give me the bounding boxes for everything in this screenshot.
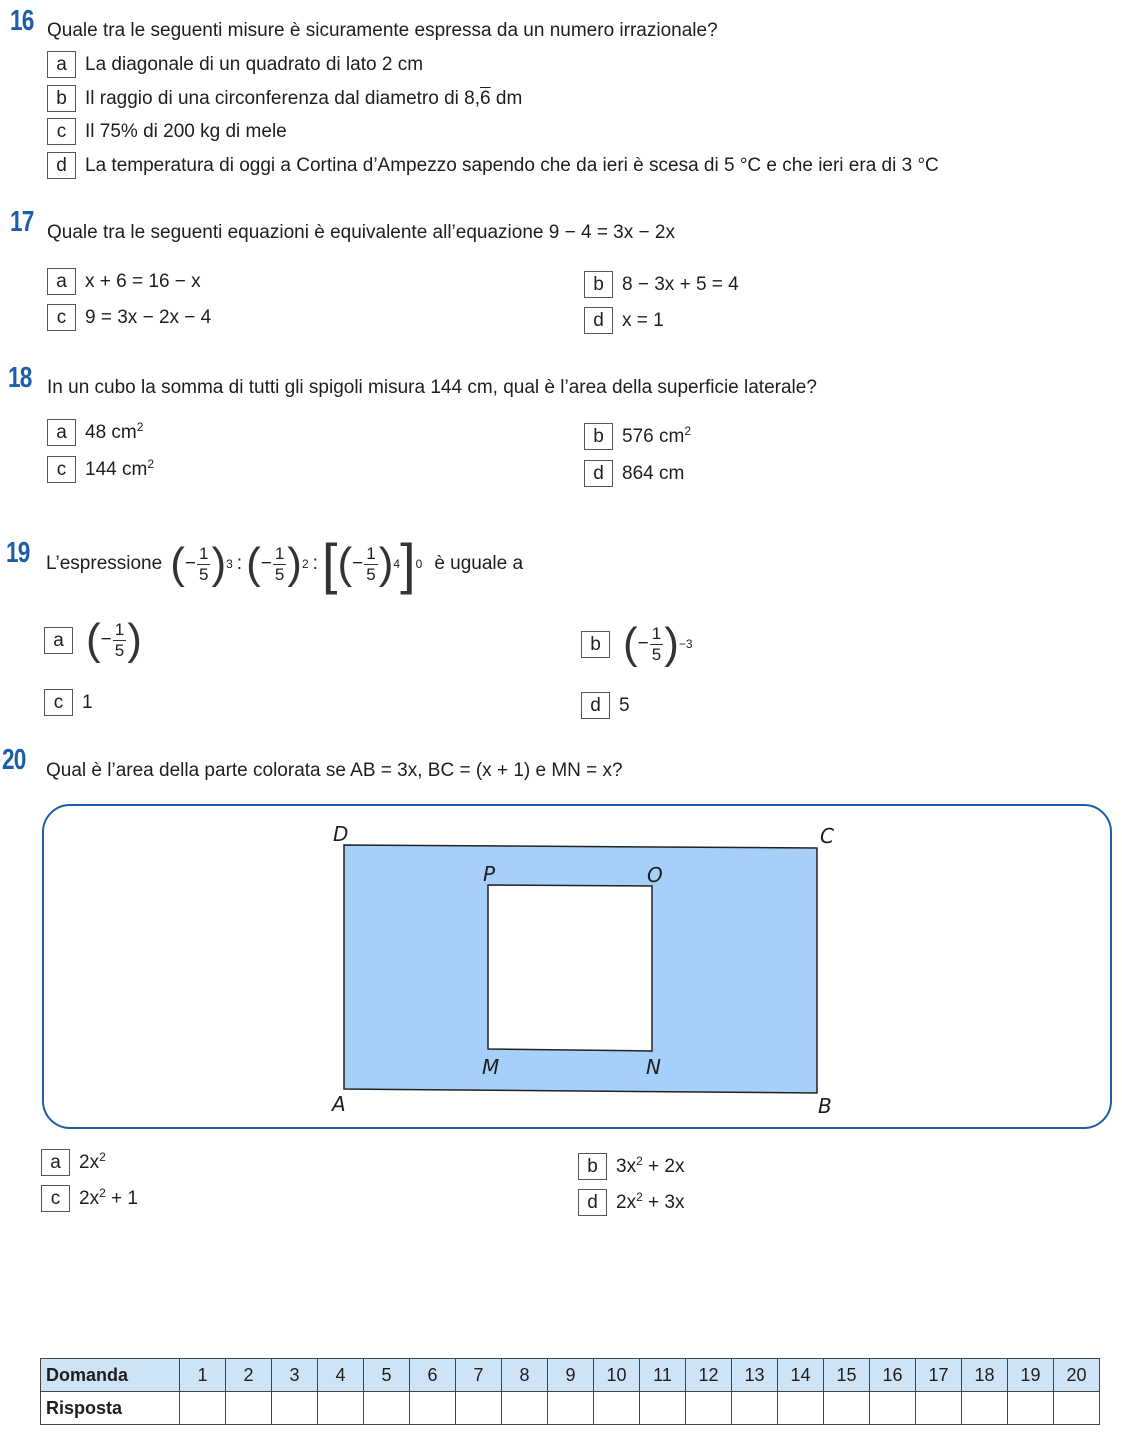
option-text: x + 6 = 16 − x	[85, 270, 201, 292]
row-label-domanda: Domanda	[41, 1359, 180, 1392]
option-text: 8 − 3x + 5 = 4	[622, 273, 739, 295]
question-number-cell: 11	[640, 1359, 686, 1392]
question-number-cell: 10	[594, 1359, 640, 1392]
option-letter: b	[584, 423, 613, 450]
option-text: $2x^2$	[79, 1149, 106, 1173]
option-20-a[interactable]	[41, 1149, 106, 1176]
answer-cell[interactable]	[916, 1392, 962, 1425]
label-m: M	[482, 1055, 500, 1079]
answer-cell[interactable]	[502, 1392, 548, 1425]
answer-table-header-row	[41, 1359, 1100, 1392]
option-letter: c	[44, 689, 73, 716]
option-text: Il 75% di 200 kg di mele	[85, 120, 287, 142]
label-c: C	[820, 824, 834, 848]
answer-cell[interactable]	[180, 1392, 226, 1425]
option-letter: c	[47, 304, 76, 331]
answer-cell[interactable]	[640, 1392, 686, 1425]
option-letter: d	[581, 692, 610, 719]
expression-outro: è uguale a	[434, 553, 524, 574]
expression: ( − $\frac{1}{5}$ ) 3 : ( − $\frac{1}{5}$ ) 2 : [ ( − $\frac{1}{5}$ ) 4 ] 0	[170, 532, 423, 595]
option-letter: b	[584, 271, 613, 298]
question-number-cell: 6	[410, 1359, 456, 1392]
label-p: P	[483, 862, 496, 886]
option-letter: b	[578, 1153, 607, 1180]
answer-cell[interactable]	[1008, 1392, 1054, 1425]
question-number-18: 18	[8, 362, 32, 394]
answer-cell[interactable]	[272, 1392, 318, 1425]
question-number-cell: 7	[456, 1359, 502, 1392]
question-number-cell: 12	[686, 1359, 732, 1392]
option-text: 48 $cm^2$	[85, 419, 144, 443]
label-b: B	[818, 1094, 832, 1118]
answer-cell[interactable]	[870, 1392, 916, 1425]
question-number-cell: 9	[548, 1359, 594, 1392]
option-text: Il raggio di una circonferenza dal diametro di 8,6 dm	[85, 87, 523, 109]
answer-cell[interactable]	[824, 1392, 870, 1425]
label-o: O	[647, 863, 663, 887]
option-letter: b	[581, 631, 610, 658]
option-letter: d	[584, 307, 613, 334]
question-number-cell: 14	[778, 1359, 824, 1392]
answer-cell[interactable]	[226, 1392, 272, 1425]
question-number-cell: 3	[272, 1359, 318, 1392]
question-20-text: Qual è l’area della parte colorata se AB = 3x, BC = (x + 1) e MN = x?	[46, 760, 623, 781]
answer-table	[40, 1358, 1100, 1425]
option-text: 9 = 3x − 2x − 4	[85, 306, 212, 328]
option-letter: a	[47, 51, 76, 78]
option-text: 576 $cm^2$	[622, 423, 691, 447]
expression-intro: L’espressione	[46, 553, 163, 574]
question-number-cell: 17	[916, 1359, 962, 1392]
answer-cell[interactable]	[594, 1392, 640, 1425]
option-text: La diagonale di un quadrato di lato 2 cm	[85, 53, 424, 75]
question-number-19: 19	[6, 537, 30, 569]
option-text: ( − $\frac{1}{5}$ )	[86, 615, 142, 664]
option-text: 5	[619, 694, 630, 716]
label-n: N	[646, 1055, 661, 1079]
question-16-text: Quale tra le seguenti misure è sicuramente espressa da un numero irrazionale?	[47, 20, 718, 41]
row-label-risposta: Risposta	[41, 1392, 180, 1425]
question-number-cell: 20	[1054, 1359, 1100, 1392]
option-text: $3x^2 + 2x$	[616, 1153, 685, 1177]
answer-table-answer-row	[41, 1392, 1100, 1425]
option-letter: a	[47, 268, 76, 295]
option-letter: d	[578, 1189, 607, 1216]
option-text: $2x^2 + 3x$	[616, 1189, 685, 1213]
repeating-digit: 6	[480, 87, 491, 109]
option-text: 1	[82, 691, 93, 713]
option-letter: c	[47, 456, 76, 483]
option-letter: a	[47, 419, 76, 446]
answer-cell[interactable]	[318, 1392, 364, 1425]
answer-cell[interactable]	[410, 1392, 456, 1425]
question-number-cell: 5	[364, 1359, 410, 1392]
question-18-text: In un cubo la somma di tutti gli spigoli misura 144 cm, qual è l’area della superficie laterale?	[47, 377, 817, 398]
question-number-20: 20	[2, 744, 26, 776]
option-text: 864 cm	[622, 462, 685, 484]
question-number-16: 16	[10, 5, 34, 37]
option-20-b[interactable]	[578, 1153, 685, 1180]
option-text: 144 $cm^2$	[85, 456, 154, 480]
question-number-cell: 18	[962, 1359, 1008, 1392]
question-number-cell: 15	[824, 1359, 870, 1392]
answer-cell[interactable]	[962, 1392, 1008, 1425]
answer-cell[interactable]	[548, 1392, 594, 1425]
answer-cell[interactable]	[456, 1392, 502, 1425]
option-letter: a	[41, 1149, 70, 1176]
question-number-cell: 19	[1008, 1359, 1054, 1392]
option-20-d[interactable]	[578, 1189, 685, 1216]
question-number-cell: 1	[180, 1359, 226, 1392]
label-d: D	[333, 822, 349, 846]
question-17-text: Quale tra le seguenti equazioni è equivalente all’equazione 9 − 4 = 3x − 2x	[47, 222, 675, 243]
option-text: $2x^2 + 1$	[79, 1185, 138, 1209]
option-letter: c	[47, 118, 76, 145]
option-letter: d	[584, 460, 613, 487]
option-letter: d	[47, 152, 76, 179]
option-letter: a	[44, 627, 73, 654]
question-number-cell: 2	[226, 1359, 272, 1392]
answer-cell[interactable]	[732, 1392, 778, 1425]
question-number-cell: 4	[318, 1359, 364, 1392]
question-number-17: 17	[10, 206, 34, 238]
answer-cell[interactable]	[1054, 1392, 1100, 1425]
question-number-cell: 13	[732, 1359, 778, 1392]
option-text: ( − $\frac{1}{5}$ ) −3	[623, 619, 693, 668]
answer-cell[interactable]	[778, 1392, 824, 1425]
question-number-cell: 8	[502, 1359, 548, 1392]
option-text: La temperatura di oggi a Cortina d’Ampezzo sapendo che da ieri è scesa di 5 °C e che ieri era di 3 °C	[85, 154, 939, 176]
option-letter: b	[47, 85, 76, 112]
option-20-c[interactable]	[41, 1185, 138, 1212]
answer-cell[interactable]	[686, 1392, 732, 1425]
option-letter: c	[41, 1185, 70, 1212]
label-a: A	[332, 1092, 346, 1116]
option-text: x = 1	[622, 309, 664, 331]
answer-cell[interactable]	[364, 1392, 410, 1425]
question-number-cell: 16	[870, 1359, 916, 1392]
square-mnop	[488, 885, 652, 1051]
